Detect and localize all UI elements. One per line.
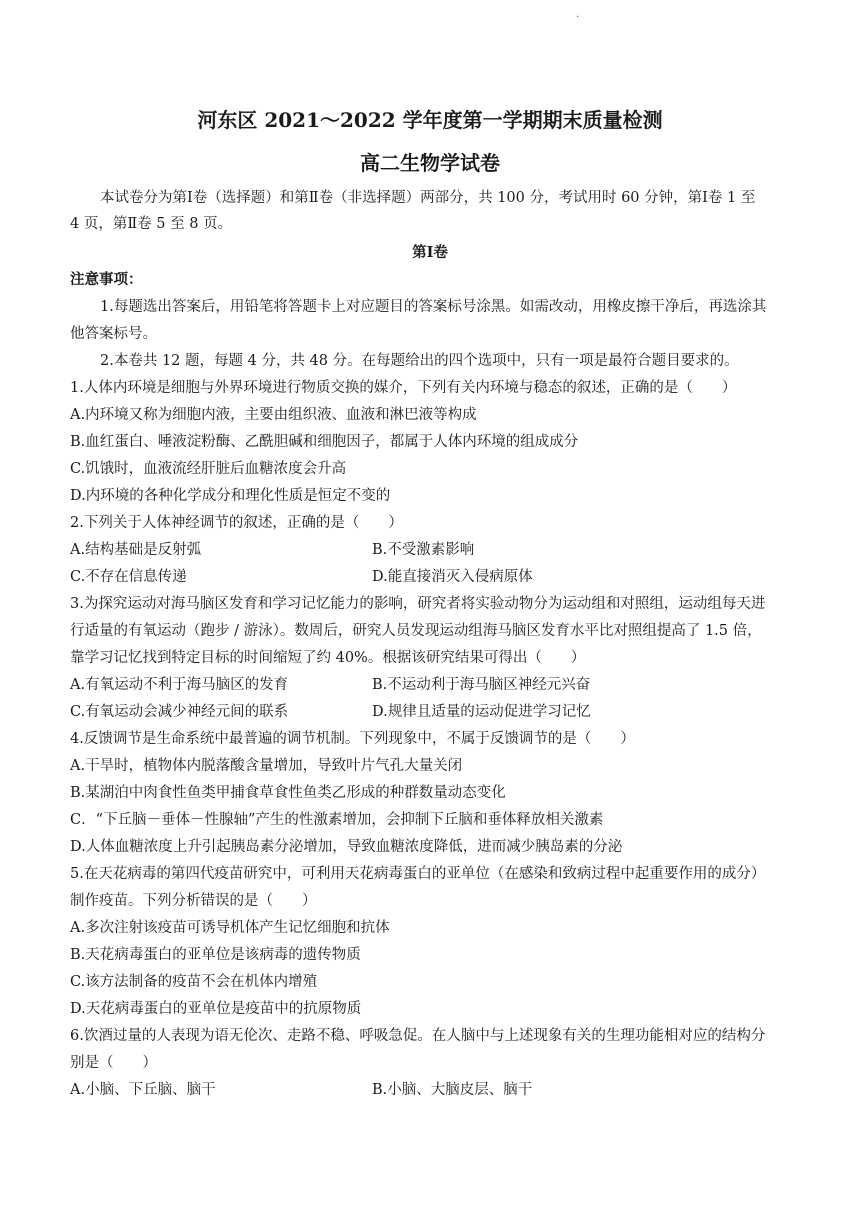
q3-stem-line-1: 3.为探究运动对海马脑区发育和学习记忆能力的影响，研究者将实验动物分为运动组和对照组，运动组每天进	[70, 596, 766, 612]
q3-stem-line-3: 靠学习记忆找到特定目标的时间缩短了约 40%。根据该研究结果可得出（ ）	[70, 650, 586, 666]
q2-row-2	[70, 567, 792, 587]
note-2: 2.本卷共 12 题，每题 4 分，共 48 分。在每题给出的四个选项中，只有一项是最符合题目要求的。	[100, 353, 739, 369]
intro-line-2: 4 页，第Ⅱ卷 5 至 8 页。	[70, 216, 233, 232]
intro-line-1: 本试卷分为第Ⅰ卷（选择题）和第Ⅱ卷（非选择题）两部分，共 100 分，考试用时 60 分钟，第Ⅰ卷 1 至	[100, 190, 756, 206]
q1-option-a: A.内环境又称为细胞内液，主要由组织液、血液和淋巴液等构成	[70, 407, 477, 423]
exam-subtitle: 高二生物学试卷	[360, 151, 500, 175]
q5-option-d: D.天花病毒蛋白的亚单位是疫苗中的抗原物质	[70, 1001, 362, 1017]
q3-option-d: D.规律且适量的运动促进学习记忆	[372, 704, 591, 720]
q3-option-c: C.有氧运动会减少神经元间的联系	[70, 704, 289, 720]
q5-option-c: C.该方法制备的疫苗不会在机体内增殖	[70, 974, 318, 990]
q2-stem: 2.下列关于人体神经调节的叙述，正确的是（ ）	[70, 515, 403, 531]
q6-option-b: B.小脑、大脑皮层、脑干	[372, 1082, 533, 1098]
q3-stem-line-2: 行适量的有氧运动（跑步 / 游泳）。数周后，研究人员发现运动组海马脑区发育水平比对照组提高了 1.5 倍，	[70, 623, 762, 639]
q4-stem: 4.反馈调节是生命系统中最普遍的调节机制。下列现象中，不属于反馈调节的是（ ）	[70, 731, 635, 747]
q5-stem-line-2: 制作疫苗。下列分析错误的是（ ）	[70, 893, 317, 909]
q6-stem-line-1: 6.饮酒过量的人表现为语无伦次、走路不稳、呼吸急促。在人脑中与上述现象有关的生理功能相对应的结构分	[70, 1028, 766, 1044]
q1-option-d: D.内环境的各种化学成分和理化性质是恒定不变的	[70, 488, 391, 504]
header-dot: ·	[576, 12, 580, 23]
q2-option-c: C.不存在信息传递	[70, 569, 187, 585]
notes-heading: 注意事项：	[70, 271, 143, 288]
q3-row-2	[70, 702, 792, 722]
q2-option-a: A.结构基础是反射弧	[70, 542, 202, 558]
section-heading: 第Ⅰ卷	[412, 244, 448, 261]
q3-option-a: A.有氧运动不利于海马脑区的发育	[70, 677, 289, 693]
exam-title: 河东区 2021～2022 学年度第一学期期末质量检测	[197, 108, 663, 132]
q5-option-a: A.多次注射该疫苗可诱导机体产生记忆细胞和抗体	[70, 920, 390, 936]
q1-stem: 1.人体内环境是细胞与外界环境进行物质交换的媒介，下列有关内环境与稳态的叙述，正确的是（ ）	[70, 380, 737, 396]
q6-stem-line-2: 别是（ ）	[70, 1055, 157, 1071]
q2-option-d: D.能直接消灭入侵病原体	[372, 569, 533, 585]
q5-stem-line-1: 5.在天花病毒的第四代疫苗研究中，可利用天花病毒蛋白的亚单位（在感染和致病过程中起重要作用的成分）	[70, 866, 766, 882]
q4-option-a: A.干旱时，植物体内脱落酸含量增加，导致叶片气孔大量关闭	[70, 758, 463, 774]
note-1-line-1: 1.每题选出答案后，用铅笔将答题卡上对应题目的答案标号涂黑。如需改动，用橡皮擦干净后，再选涂其	[100, 299, 767, 315]
q6-option-a: A.小脑、下丘脑、脑干	[70, 1082, 216, 1098]
note-1-line-2: 他答案标号。	[70, 326, 157, 342]
q3-row-1	[70, 675, 792, 695]
q2-option-b: B.不受激素影响	[372, 542, 475, 558]
q1-option-b: B.血红蛋白、唾液淀粉酶、乙酰胆碱和细胞因子，都属于人体内环境的组成成分	[70, 434, 579, 450]
q1-option-c: C.饥饿时，血液流经肝脏后血糖浓度会升高	[70, 461, 347, 477]
q4-option-d: D.人体血糖浓度上升引起胰岛素分泌增加，导致血糖浓度降低，进而减少胰岛素的分泌	[70, 839, 623, 855]
q4-option-b: B.某湖泊中肉食性鱼类甲捕食草食性鱼类乙形成的种群数量动态变化	[70, 785, 506, 801]
q2-row-1	[70, 540, 792, 560]
q4-option-c: C．“下丘脑－垂体－性腺轴”产生的性激素增加，会抑制下丘脑和垂体释放相关激素	[70, 812, 604, 828]
q6-row-1	[70, 1080, 792, 1100]
q3-option-b: B.不运动利于海马脑区神经元兴奋	[372, 677, 591, 693]
q5-option-b: B.天花病毒蛋白的亚单位是该病毒的遗传物质	[70, 947, 361, 963]
